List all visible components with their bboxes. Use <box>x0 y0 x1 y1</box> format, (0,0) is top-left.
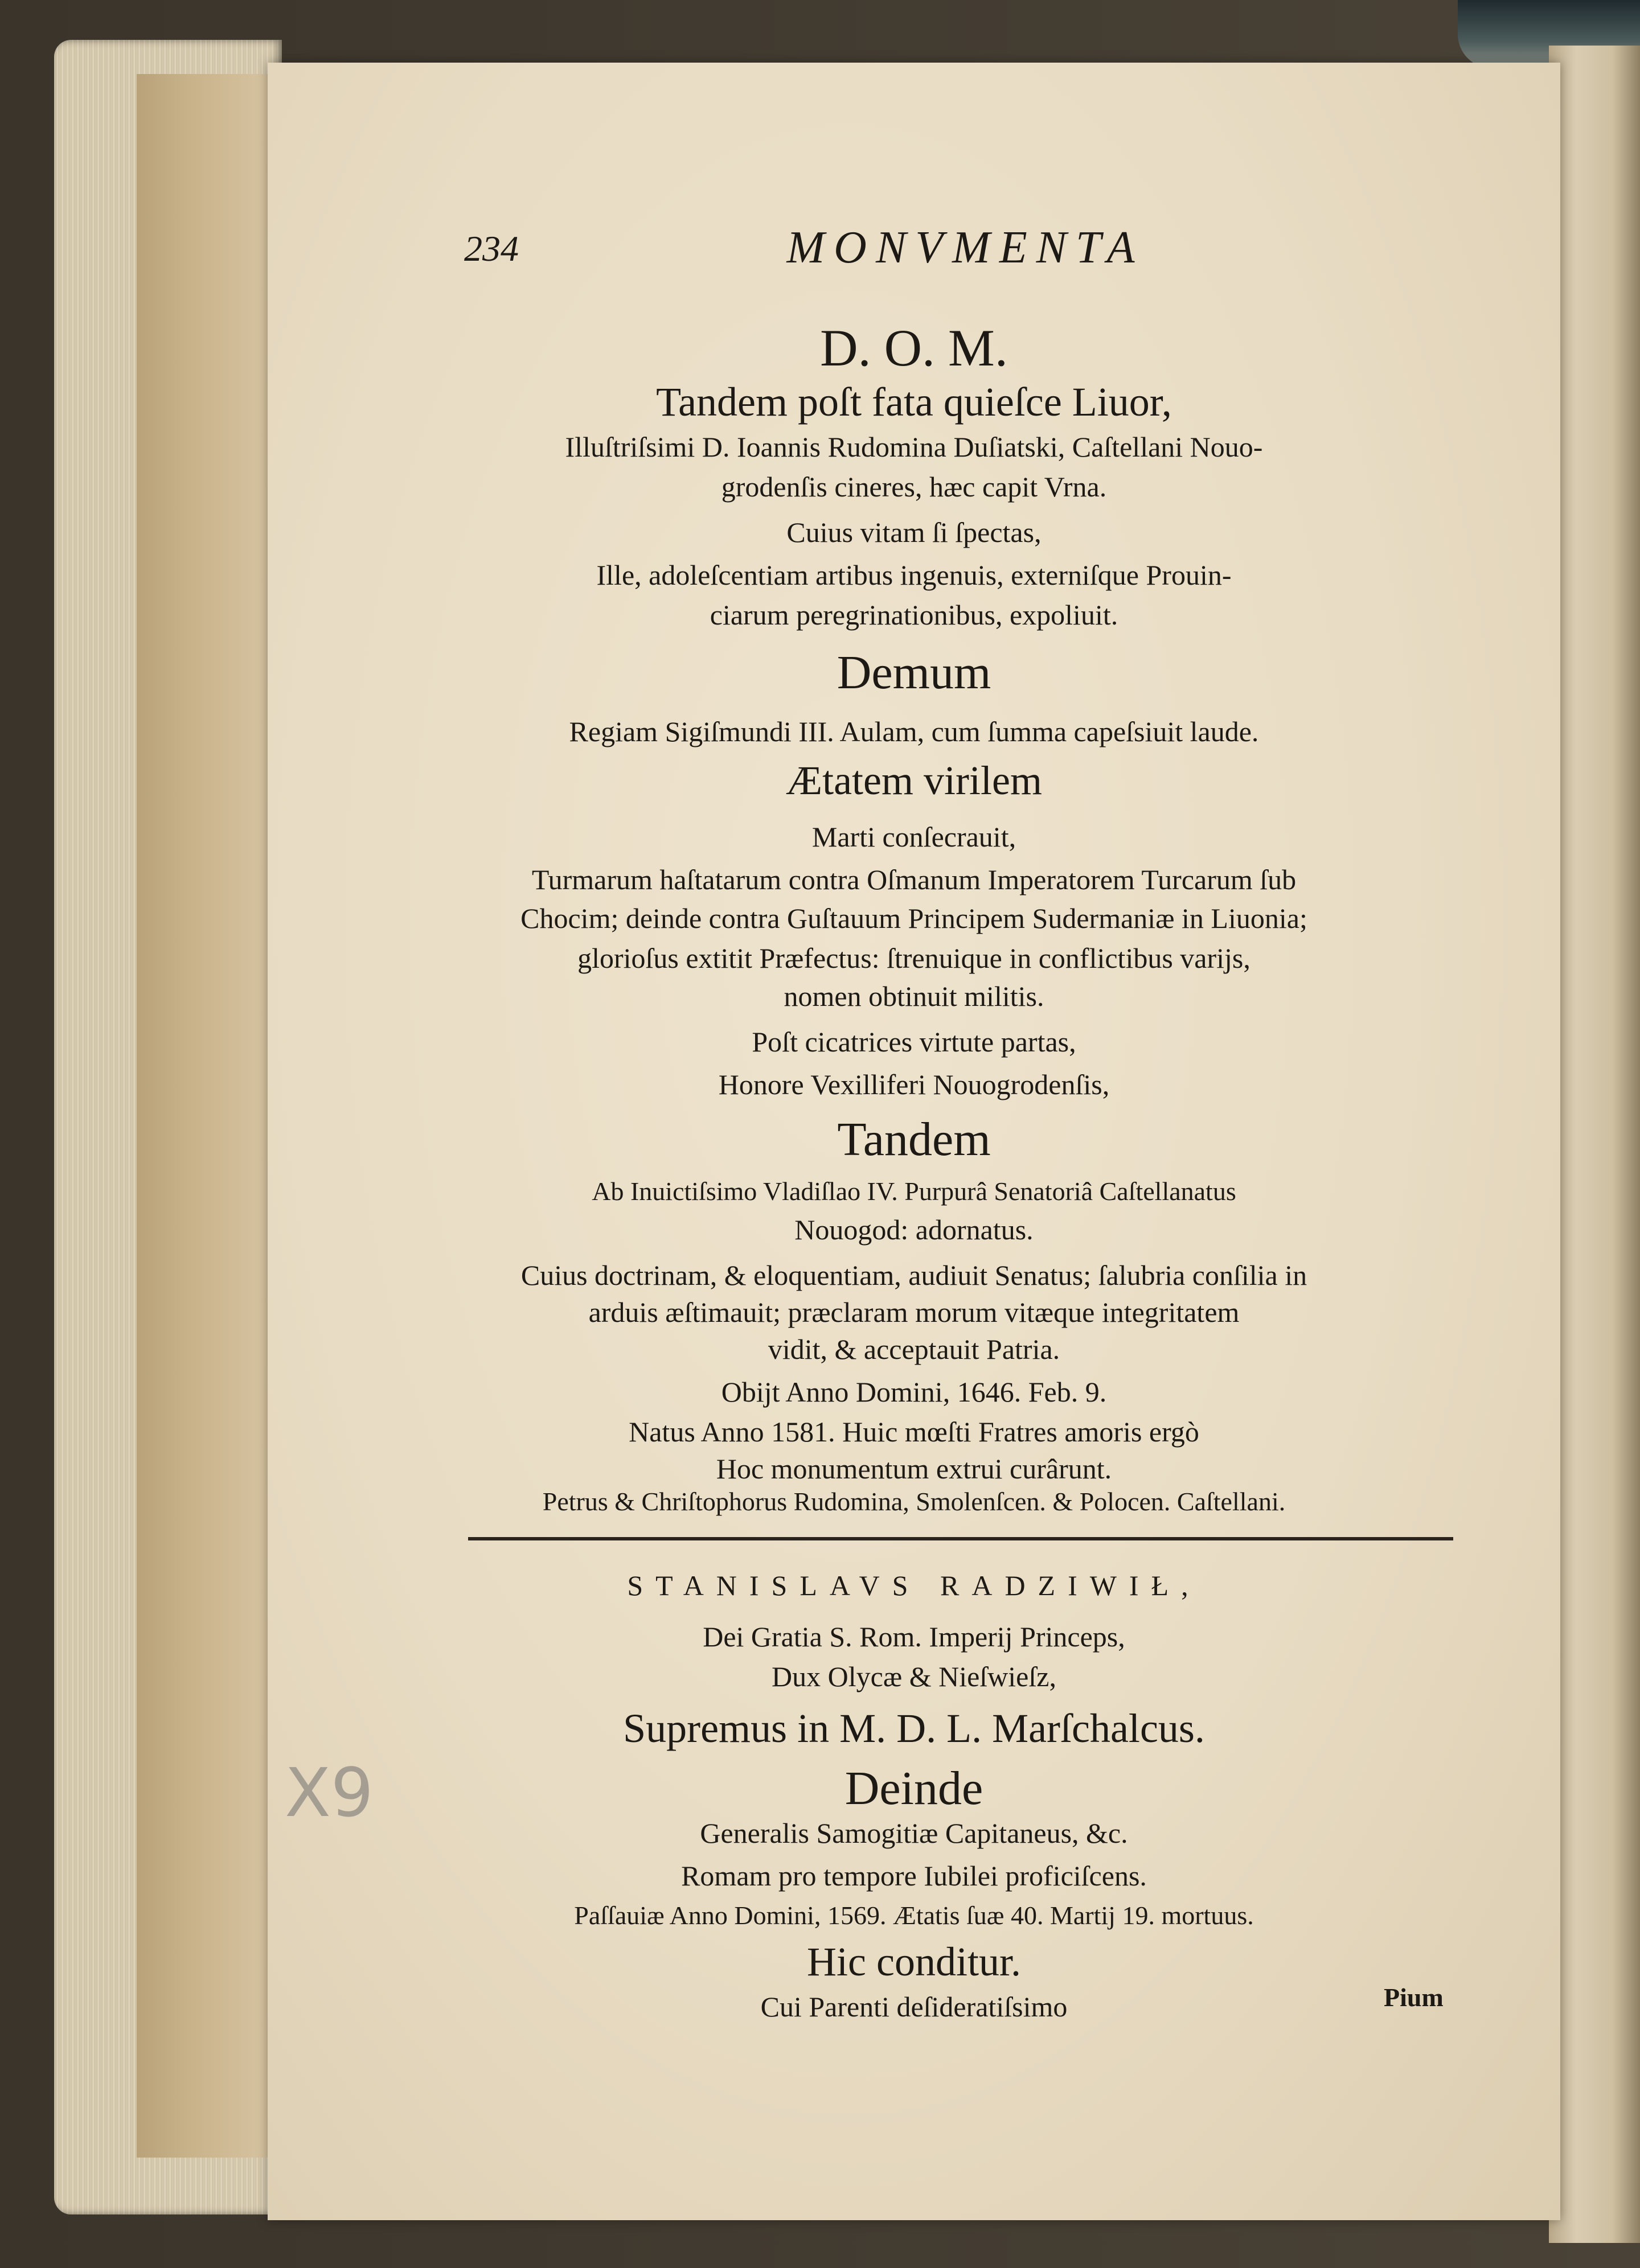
inscription-line: Generalis Samogitiæ Capitaneus, &c. <box>700 1817 1128 1849</box>
separator-rule <box>468 1537 1453 1540</box>
inscription-line: Natus Anno 1581. Huic mœſti Fratres amoris ergò <box>629 1416 1199 1448</box>
inscription-line: Ille, adoleſcentiam artibus ingenuis, externiſque Prouin- <box>596 559 1232 591</box>
catchword: Pium <box>1384 1983 1444 2012</box>
inscription-line: STANISLAVS RADZIWIŁ, <box>627 1569 1201 1601</box>
inscription-line: Paſſauiæ Anno Domini, 1569. Ætatis ſuæ 40. Martij 19. mortuus. <box>574 1901 1254 1930</box>
inscription-line: Petrus & Chriſtophorus Rudomina, Smolenſcen. & Polocen. Caſtellani. <box>542 1487 1286 1516</box>
inscription-line: Deinde <box>844 1762 983 1815</box>
running-head: MONVMENTA <box>786 223 1144 273</box>
inscription-line: Obijt Anno Domini, 1646. Feb. 9. <box>721 1376 1107 1408</box>
inscription-line: Nouogod: adornatus. <box>794 1214 1034 1246</box>
inscription-line: Ab Inuictiſsimo Vladiſlao IV. Purpurâ Senatoriâ Caſtellanatus <box>592 1177 1236 1206</box>
inscription-line: Romam pro tempore Iubilei proficiſcens. <box>681 1860 1147 1892</box>
inscription-line: Cuius doctrinam, & eloquentiam, audiuit Senatus; ſalubria conſilia in <box>520 1259 1307 1291</box>
inscription-line: Dux Olycæ & Nieſwieſz, <box>772 1661 1056 1692</box>
inscription-line: Illuſtriſsimi D. Ioannis Rudomina Duſiatski, Caſtellani Nouo- <box>565 431 1263 463</box>
inscription-line: Tandem <box>837 1113 991 1166</box>
page-number: 234 <box>464 228 519 269</box>
inscription-line: ciarum peregrinationibus, expoliuit. <box>710 599 1118 631</box>
inscription-line: Poſt cicatrices virtute partas, <box>752 1026 1076 1058</box>
inscription-line: grodenſis cineres, hæc capit Vrna. <box>721 471 1107 503</box>
inscription-line: glorioſus extitit Præfectus: ſtrenuique in conflictibus varijs, <box>577 942 1250 974</box>
inscription-line: Tandem poſt fata quieſce Liuor, <box>656 379 1172 425</box>
inscription-line: nomen obtinuit militis. <box>784 980 1044 1012</box>
inscription-line: Dei Gratia S. Rom. Imperij Princeps, <box>703 1621 1125 1653</box>
pencil-margin-note: X9 <box>285 1753 374 1832</box>
inscription-line: Hoc monumentum extrui curârunt. <box>716 1453 1112 1485</box>
inscription-line: arduis æſtimauit; præclaram morum vitæque integritatem <box>588 1296 1240 1328</box>
inscription-line: Hic conditur. <box>807 1939 1021 1984</box>
inscription-line: Honore Vexilliferi Nouogrodenſis, <box>718 1069 1110 1100</box>
inscription-line: Regiam Sigiſmundi III. Aulam, cum ſumma capeſsiuit laude. <box>569 716 1259 747</box>
inscription-line: Marti conſecrauit, <box>811 821 1016 853</box>
inscription-line: Ætatem virilem <box>786 758 1042 803</box>
gutter <box>1549 46 1640 2243</box>
inscription-line: Demum <box>837 646 991 699</box>
inscription-line: Turmarum haſtatarum contra Oſmanum Imperatorem Turcarum ſub <box>531 864 1297 895</box>
inscription-line: Cuius vitam ſi ſpectas, <box>786 516 1042 548</box>
page-text <box>268 63 1560 2220</box>
inscription-line: Cui Parenti deſideratiſsimo <box>760 1991 1068 2023</box>
inscription-line: Supremus in M. D. L. Marſchalcus. <box>623 1706 1205 1751</box>
inscription-line: D. O. M. <box>820 319 1008 377</box>
inscription-line: vidit, & acceptauit Patria. <box>768 1333 1060 1365</box>
inscription-line: Chocim; deinde contra Guſtauum Principem Sudermaniæ in Liuonia; <box>520 902 1307 934</box>
page-edges-inner <box>137 74 268 2158</box>
